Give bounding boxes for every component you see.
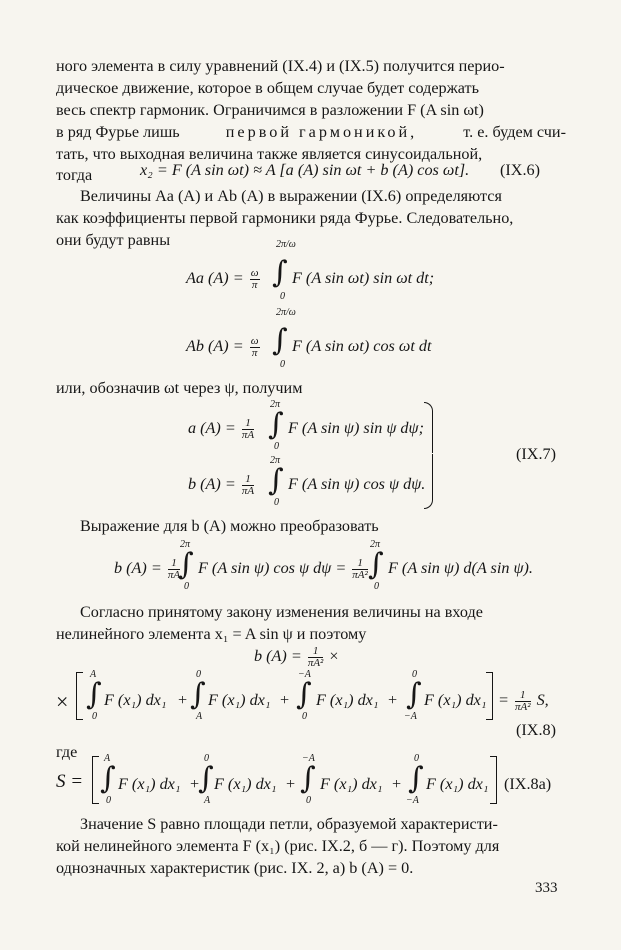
plus: + [280,691,290,709]
integral-limit: 0 [106,795,111,806]
term: F (x₁) dx₁ [208,691,271,709]
equation-label: (IX.6) [500,161,541,179]
equation-aa: Aa (A) = $\frac{\omega}{\pi}$ [186,267,259,291]
equation-b: b (A) = $\frac{1}{\pi A}$ [188,473,255,497]
integral-sign: ∫ [368,547,384,582]
integral-limit: A [204,795,211,806]
brace [424,454,433,509]
bracket-left [76,672,83,720]
text-line: как коэффициенты первой гармоники ряда Фурье. Следовательно, [56,209,514,227]
bracket-right [490,756,497,804]
text-line: или, обозначив ωt через ψ, получим [56,379,303,397]
text-line: тать, что выходная величина также является синусоидальной, [56,145,483,163]
text-line: в ряд Фурье лишь первой гармоникой, т. е. будем счи- [56,123,566,141]
integral-limit: −A [406,795,419,806]
integral-limit: 2π/ω [276,307,296,318]
equation-transform: b (A) = $\frac{1}{\pi A}$ [114,557,181,581]
text-line: кой нелинейного элемента F (x₁) (рис. IX.2, б — г). Поэтому для [56,837,500,855]
text-line: однозначных характеристик (рис. IX. 2, а) b (A) = 0. [56,859,414,877]
times-sign: × [56,689,69,714]
text-line: ного элемента в силу уравнений (IX.4) и (IX.5) получится перио- [56,57,505,75]
integral-limit: 2π [370,539,381,550]
term: F (x₁) dx₁ [118,775,181,793]
integral-sign: ∫ [190,677,206,712]
integral-limit: 0 [92,711,97,722]
integral-sign: ∫ [86,677,102,712]
equation-ab: Ab (A) = $\frac{\omega}{\pi}$ [186,335,259,359]
bracket-left [92,756,99,804]
equation-b-rest: F (A sin ψ) cos ψ dψ. [288,475,426,493]
integral-limit: 2π/ω [276,239,296,250]
integral-limit: 0 [414,753,419,764]
integral-sign: ∫ [272,323,288,358]
integral-sign: ∫ [268,407,284,442]
integral-limit: −A [404,711,417,722]
text-line: Значение S равно площади петли, образуемой характеристи- [80,815,498,833]
text-line: тогда [56,166,93,184]
integral-limit: −A [298,669,311,680]
integral-limit: A [104,753,111,764]
equation-label: (IX.8a) [504,775,552,793]
integral-sign: ∫ [272,255,288,290]
plus: + [286,775,296,793]
term: F (x₁) dx₁ [104,691,167,709]
equation-bA: b (A) = $\frac{1}{\text{πA²}}$ × [254,645,339,669]
integral-limit: 0 [374,581,379,592]
integral-limit: 0 [280,291,285,302]
integral-limit: 0 [280,359,285,370]
integral-limit: 0 [412,669,417,680]
equation-a-rest: F (A sin ψ) sin ψ dψ; [288,419,424,437]
integral-limit: A [90,669,97,680]
integral-limit: 0 [184,581,189,592]
page-number: 333 [535,880,558,896]
integral-limit: 2π [270,399,281,410]
brace [424,402,433,453]
integral-limit: 0 [196,669,201,680]
integral-limit: 2π [180,539,191,550]
equation-transform-mid: F (A sin ψ) cos ψ dψ = $\frac{1}{\text{πA²}}$ [198,557,368,581]
text-line: весь спектр гармоник. Ограничимся в разложении F (A sin ωt) [56,101,484,119]
integral-limit: 0 [274,497,279,508]
integral-sign: ∫ [100,761,116,796]
integral-sign: ∫ [296,677,312,712]
text-line: нелинейного элемента x₁ = A sin ψ и поэтому [56,625,367,643]
equation-label: (IX.7) [516,445,557,463]
term: F (x₁) dx₁ [316,691,379,709]
term: F (x₁) dx₁ [426,775,489,793]
bracket-right [486,672,493,720]
integral-sign: ∫ [198,761,214,796]
equation-a: a (A) = $\frac{1}{\pi A}$ [188,417,255,441]
integral-limit: 0 [274,441,279,452]
plus: + [190,775,200,793]
integral-limit: −A [302,753,315,764]
integral-limit: 0 [302,711,307,722]
integral-limit: 0 [204,753,209,764]
text-line: они будут равны [56,231,171,249]
plus: + [392,775,402,793]
text-line: дическое движение, которое в общем случае будет содержать [56,79,480,97]
integral-limit: 0 [306,795,311,806]
term: F (x₁) dx₁ [424,691,487,709]
integral-limit: 2π [270,455,281,466]
text-line: Величины Aa (A) и Ab (A) в выражении (IX.6) определяются [80,187,502,205]
text-line: где [56,743,78,761]
equation-ab-rest: F (A sin ωt) cos ωt dt [292,337,432,355]
equation-S: S = [56,771,84,792]
integral-sign: ∫ [406,677,422,712]
integral-sign: ∫ [300,761,316,796]
plus: + [388,691,398,709]
equation-aa-rest: F (A sin ωt) sin ωt dt; [292,269,435,287]
term: F (x₁) dx₁ [320,775,383,793]
plus: + [178,691,188,709]
equation-transform-rhs: F (A sin ψ) d(A sin ψ). [388,559,533,577]
integral-sign: ∫ [178,547,194,582]
integral-sign: ∫ [408,761,424,796]
text-line: Согласно принятому закону изменения величины на входе [80,603,483,621]
integral-limit: A [196,711,203,722]
term: F (x₁) dx₁ [214,775,277,793]
text-line: Выражение для b (A) можно преобразовать [80,517,379,535]
equation-ix6: x₂ = F (A sin ωt) ≈ A [a (A) sin ωt + b (A) cos ωt]. [140,161,470,179]
equation-sum-rhs: = $\frac{1}{\text{πA²}}$ S, [498,689,549,713]
integral-sign: ∫ [268,463,284,498]
equation-label: (IX.8) [516,721,557,739]
